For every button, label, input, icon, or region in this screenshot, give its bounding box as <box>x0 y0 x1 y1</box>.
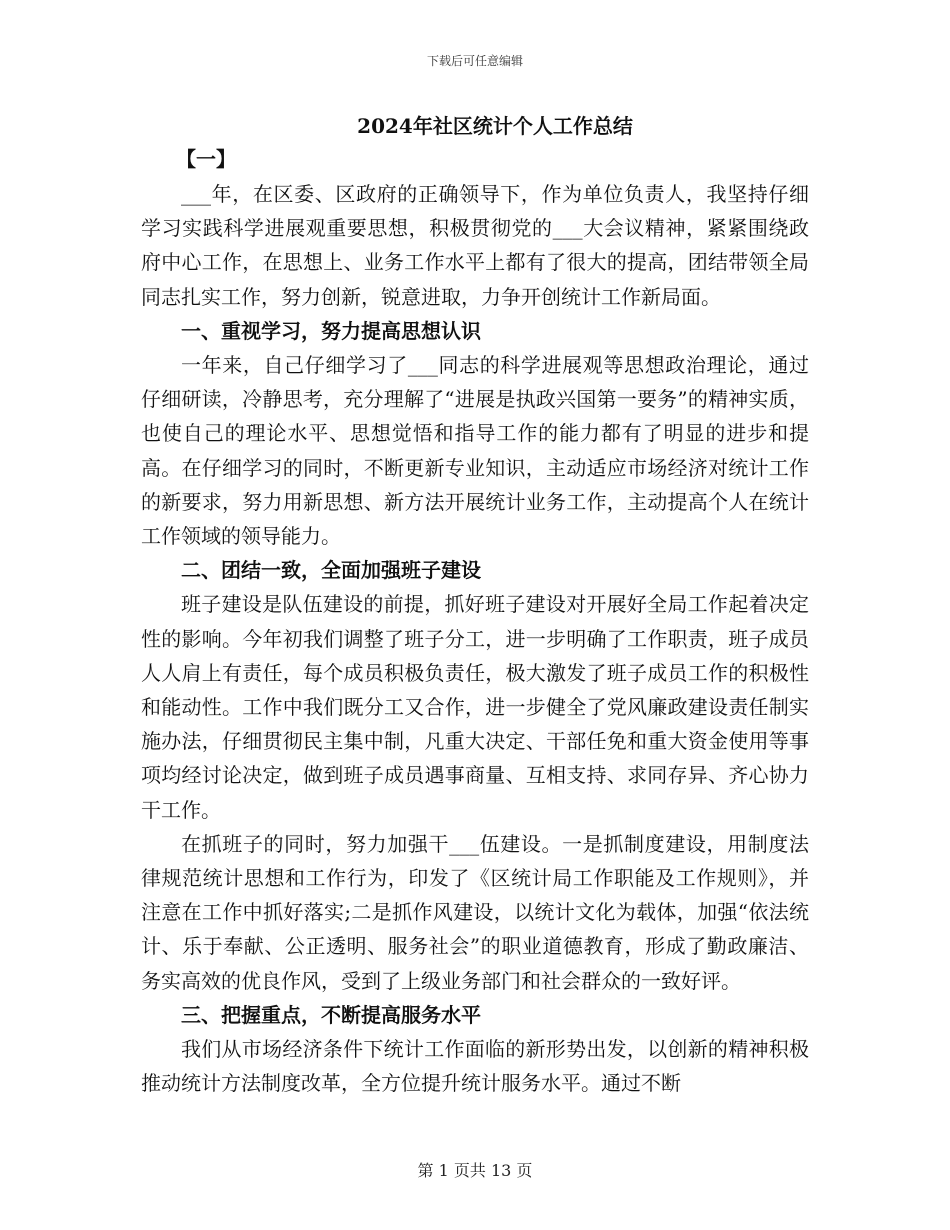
paragraph-service: 我们从市场经济条件下统计工作面临的新形势出发，以创新的精神积极推动统计方法制度改革，全方位提升统计服务水平。通过不断 <box>141 1037 809 1096</box>
paragraph-intro: ___年，在区委、区政府的正确领导下，作为单位负责人，我坚持仔细学习实践科学进展观重要思想，积极贯彻党的___大会议精神，紧紧围绕政府中心工作，在思想上、业务工作水平上都有了很大的提高，团结带领全局同志扎实工作，努力创新，锐意进取，力争开创统计工作新局面。 <box>141 182 809 309</box>
section-marker: 【一】 <box>176 147 236 171</box>
header-note: 下载后可任意编辑 <box>426 54 523 68</box>
heading-study: 一、重视学习，努力提高思想认识 <box>181 318 481 343</box>
page-number: 第 1 页共 13 页 <box>417 1161 533 1180</box>
heading-service: 三、把握重点，不断提高服务水平 <box>181 1002 481 1027</box>
paragraph-study: 一年来，自己仔细学习了___同志的科学进展观等思想政治理论，通过仔细研读，冷静思考，充分理解了“进展是执政兴国第一要务”的精神实质，也使自己的理论水平、思想觉悟和指导工作的能力都有了明显的进步和提高。在仔细学习的同时，不断更新专业知识，主动适应市场经济对统计工作的新要求，努力用新思想、新方法开展统计业务工作，主动提高个人在统计工作领域的领导能力。 <box>141 353 809 549</box>
heading-team: 二、团结一致，全面加强班子建设 <box>181 558 481 583</box>
paragraph-staff: 在抓班子的同时，努力加强干___伍建设。一是抓制度建设，用制度法律规范统计思想和工作行为，印发了《区统计局工作职能及工作规则》，并注意在工作中抓好落实;二是抓作风建设，以统计文化为载体，加强“依法统计、乐于奉献、公正透明、服务社会”的职业道德教育，形成了勤政廉洁、务实高效的优良作风，受到了上级业务部门和社会群众的一致好评。 <box>141 831 809 993</box>
document-body <box>141 177 809 1100</box>
paragraph-team: 班子建设是队伍建设的前提，抓好班子建设对开展好全局工作起着决定性的影响。今年初我们调整了班子分工，进一步明确了工作职责，班子成员人人肩上有责任，每个成员积极负责任，极大激发了班子成员工作的积极性和能动性。工作中我们既分工又合作，进一步健全了党风廉政建设责任制实施办法，仔细贯彻民主集中制，凡重大决定、干部任免和重大资金使用等事项均经讨论决定，做到班子成员遇事商量、互相支持、求同存异、齐心协力干工作。 <box>141 592 809 822</box>
document-title: 2024年社区统计个人工作总结 <box>357 114 633 138</box>
